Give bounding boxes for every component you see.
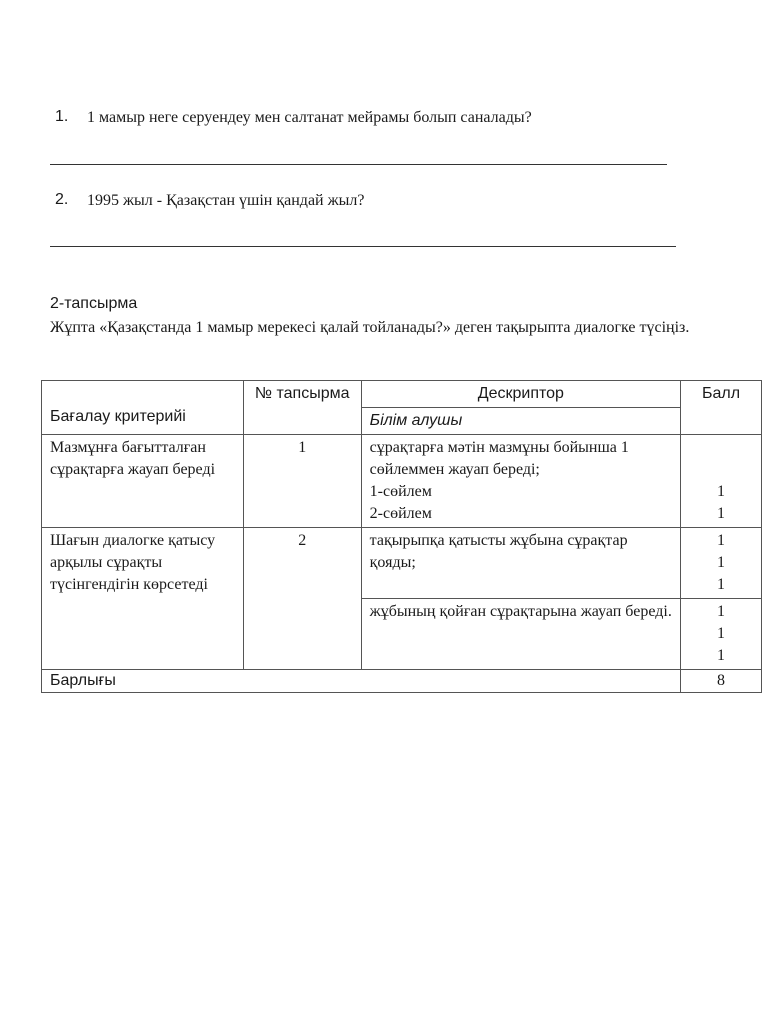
row-2-score-a-2: 1 bbox=[717, 554, 726, 571]
question-2-number: 2. bbox=[55, 191, 69, 208]
row-1-descriptor-line-1: сұрақтарға мәтін мазмұны бойынша 1 сөйлеммен жауап береді; bbox=[369, 439, 629, 478]
row-2-descriptor-b: жұбының қойған сұрақтарына жауап береді. bbox=[361, 599, 680, 670]
total-value: 8 bbox=[681, 670, 762, 693]
row-1-task-no: 1 bbox=[243, 435, 361, 528]
row-2-score-b-3: 1 bbox=[717, 647, 726, 664]
row-2-score-a-1: 1 bbox=[717, 532, 726, 549]
header-descriptor: Дескриптор bbox=[361, 381, 680, 408]
row-1-descriptor-line-3: 2-сөйлем bbox=[369, 505, 432, 522]
table-row bbox=[42, 528, 762, 599]
row-1-score bbox=[681, 435, 762, 528]
header-descriptor-sub: Білім алушы bbox=[361, 408, 680, 435]
row-2-criteria: Шағын диалогке қатысу арқылы сұрақты түсінгендігін көрсетеді bbox=[42, 528, 244, 670]
table-header-row bbox=[42, 381, 762, 408]
answer-line-2[interactable] bbox=[50, 246, 676, 247]
header-criteria: Бағалау критерийі bbox=[42, 381, 244, 435]
row-2-score-b-1: 1 bbox=[717, 603, 726, 620]
row-2-task-no: 2 bbox=[243, 528, 361, 670]
answer-line-1[interactable] bbox=[50, 164, 667, 165]
row-2-score-a bbox=[681, 528, 762, 599]
rubric-table bbox=[41, 380, 762, 693]
row-1-score-2: 1 bbox=[717, 505, 726, 522]
question-1-number: 1. bbox=[55, 108, 69, 125]
row-2-score-b bbox=[681, 599, 762, 670]
question-2-text: 1995 жыл - Қазақстан үшін қандай жыл? bbox=[87, 192, 365, 209]
task-2-description: Жұпта «Қазақстанда 1 мамыр мерекесі қалай тойланады?» деген тақырыпта диалогке түсіңіз. bbox=[50, 319, 690, 336]
row-1-descriptor-line-2: 1-сөйлем bbox=[369, 483, 432, 500]
task-2-title: 2-тапсырма bbox=[50, 295, 138, 312]
row-1-criteria: Мазмұнға бағытталған сұрақтарға жауап береді bbox=[42, 435, 244, 528]
question-1 bbox=[0, 108, 770, 132]
table-row bbox=[42, 435, 762, 528]
question-1-text: 1 мамыр неге серуендеу мен салтанат мейрамы болып саналады? bbox=[87, 109, 532, 126]
row-2-descriptor-a: тақырыпқа қатысты жұбына сұрақтар қояды; bbox=[361, 528, 680, 599]
total-label: Барлығы bbox=[42, 670, 681, 693]
row-1-score-1: 1 bbox=[717, 483, 726, 500]
question-2 bbox=[0, 191, 770, 215]
row-2-score-b-2: 1 bbox=[717, 625, 726, 642]
row-1-descriptor bbox=[361, 435, 680, 528]
table-total-row bbox=[42, 670, 762, 693]
header-task-no: № тапсырма bbox=[243, 381, 361, 435]
header-score: Балл bbox=[681, 381, 762, 435]
row-2-score-a-3: 1 bbox=[717, 576, 726, 593]
